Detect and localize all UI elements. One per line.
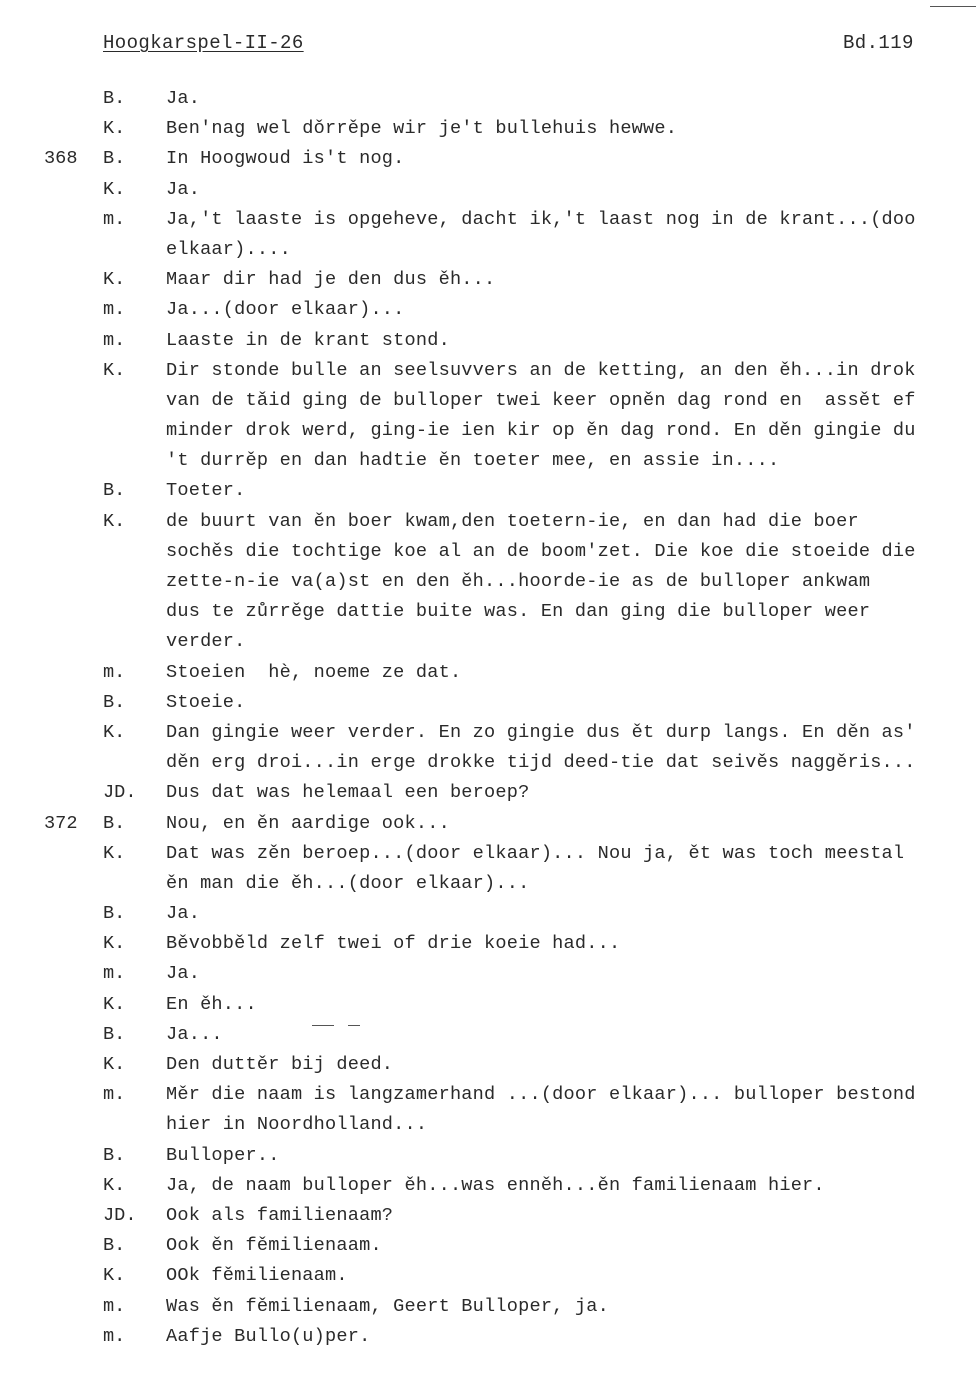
transcript-line xyxy=(0,658,979,688)
speaker-label: K. xyxy=(103,993,126,1015)
transcript-line xyxy=(0,446,979,476)
speaker-label: K. xyxy=(103,842,126,864)
transcript-line xyxy=(0,386,979,416)
speaker-label: B. xyxy=(103,1023,126,1045)
utterance-text: Den duttěr bij deed. xyxy=(166,1054,394,1075)
speaker-label: K. xyxy=(103,721,126,743)
transcript-line xyxy=(0,476,979,506)
utterance-text: Dus dat was helemaal een beroep? xyxy=(166,782,530,804)
speaker-label: m. xyxy=(103,1295,126,1317)
speaker-label: B. xyxy=(103,812,126,834)
transcript-line xyxy=(0,1201,979,1231)
page-number: Bd.119 xyxy=(843,32,914,54)
speaker-label: B. xyxy=(103,1235,126,1257)
utterance-text: Stoeien hè, noeme ze dat. xyxy=(166,661,462,683)
speaker-label: K. xyxy=(103,178,126,200)
transcript-line xyxy=(0,1110,979,1140)
utterance-text: sochěs die tochtige koe al an de boom'zet. Die koe die stoeide die xyxy=(166,540,916,562)
utterance-text: Ja... xyxy=(166,1023,223,1045)
transcript-line xyxy=(0,627,979,657)
transcript-line xyxy=(0,356,979,386)
transcript-line xyxy=(0,1141,979,1171)
speaker-label: B. xyxy=(103,691,126,713)
speaker-label: JD. xyxy=(103,1204,137,1226)
utterance-text: hier in Noordholland... xyxy=(166,1114,428,1136)
utterance-text: Nou, en ěn aardige ook... xyxy=(166,812,450,834)
transcript-line xyxy=(0,1231,979,1261)
utterance-text: Laaste in de krant stond. xyxy=(166,329,450,351)
transcript-line xyxy=(0,1322,979,1352)
utterance-text: dus te zůrrěge dattie buite was. En dan ging die bulloper weer xyxy=(166,601,871,623)
utterance-text: Ja. xyxy=(166,963,201,985)
transcript-line xyxy=(0,205,979,235)
speaker-label: K. xyxy=(103,1054,126,1075)
transcript-line xyxy=(0,326,979,356)
speaker-label: K. xyxy=(103,359,126,381)
line-number: 368 xyxy=(44,148,78,170)
transcript-line xyxy=(0,718,979,748)
utterance-text: minder drok werd, ging-ie ien kir op ěn dag rond. En děn gingie du xyxy=(166,420,916,442)
speaker-label: m. xyxy=(103,208,126,230)
speaker-label: K. xyxy=(103,269,126,291)
transcript-line xyxy=(0,688,979,718)
speaker-label: B. xyxy=(103,480,126,502)
utterance-text: děn erg droi...in erge drokke tijd deed-tie dat seivěs naggěris... xyxy=(166,752,916,774)
utterance-text: Ja. xyxy=(166,88,201,109)
transcript-line xyxy=(0,1171,979,1201)
utterance-text: Maar dir had je den dus ěh... xyxy=(166,269,496,291)
document-title: Hoogkarspel-II-26 xyxy=(103,32,304,54)
utterance-text: Ja, de naam bulloper ěh...was enněh...ěn familienaam hier. xyxy=(166,1174,825,1196)
speaker-label: K. xyxy=(103,510,126,532)
transcript-line xyxy=(0,265,979,295)
speaker-label: JD. xyxy=(103,782,137,804)
speaker-label: m. xyxy=(103,661,126,683)
transcript-line xyxy=(0,839,979,869)
utterance-text: 't durrěp en dan hadtie ěn toeter mee, en assie in.... xyxy=(166,450,780,472)
scan-mark xyxy=(348,1025,360,1026)
utterance-text: OOk fěmilienaam. xyxy=(166,1265,348,1287)
transcript-line xyxy=(0,295,979,325)
transcript-line xyxy=(0,990,979,1020)
utterance-text: Aafje Bullo(u)per. xyxy=(166,1325,371,1347)
speaker-label: K. xyxy=(103,933,126,955)
speaker-label: B. xyxy=(103,148,126,170)
utterance-text: Ook als familienaam? xyxy=(166,1204,394,1226)
utterance-text: Ja. xyxy=(166,178,201,200)
speaker-label: B. xyxy=(103,88,126,109)
utterance-text: verder. xyxy=(166,631,246,653)
transcript-line xyxy=(0,929,979,959)
transcript-line xyxy=(0,1292,979,1322)
transcript-line xyxy=(0,899,979,929)
transcript-line xyxy=(0,235,979,265)
utterance-text: elkaar).... xyxy=(166,238,291,260)
speaker-label: K. xyxy=(103,1265,126,1287)
utterance-text: Toeter. xyxy=(166,480,246,502)
transcript-line xyxy=(0,869,979,899)
utterance-text: Stoeie. xyxy=(166,691,246,713)
line-number: 372 xyxy=(44,812,78,834)
speaker-label: B. xyxy=(103,1144,126,1166)
transcript-line xyxy=(0,175,979,205)
utterance-text: Was ěn fěmilienaam, Geert Bulloper, ja. xyxy=(166,1295,609,1317)
transcript-line xyxy=(0,597,979,627)
transcript-line xyxy=(0,1080,979,1110)
transcript-line xyxy=(0,84,979,114)
transcript-line xyxy=(0,537,979,567)
speaker-label: K. xyxy=(103,1174,126,1196)
transcript-line xyxy=(0,1050,979,1080)
transcript-line xyxy=(0,567,979,597)
utterance-text: En ěh... xyxy=(166,993,257,1015)
speaker-label: m. xyxy=(103,329,126,351)
utterance-text: Dat was zěn beroep...(door elkaar)... Nou ja, ět was toch meestal xyxy=(166,842,905,864)
utterance-text: van de tǎid ging de bulloper twei keer opněn dag rond en assět ef xyxy=(166,389,916,411)
utterance-text: Dir stonde bulle an seelsuvvers an de ketting, an den ěh...in drok xyxy=(166,359,916,381)
utterance-text: Ja...(door elkaar)... xyxy=(166,299,405,321)
transcript-line xyxy=(0,959,979,989)
transcript-line xyxy=(0,748,979,778)
transcript-line xyxy=(0,778,979,808)
utterance-text: Bulloper.. xyxy=(166,1144,280,1166)
transcript-line xyxy=(0,144,979,174)
utterance-text: Běvobběld zelf twei of drie koeie had... xyxy=(166,933,621,955)
transcript-line xyxy=(0,1020,979,1050)
transcript-line xyxy=(0,1261,979,1291)
utterance-text: Ben'nag wel dǒrrěpe wir je't bullehuis hewwe. xyxy=(166,118,678,140)
transcript-line xyxy=(0,507,979,537)
transcript-line xyxy=(0,809,979,839)
utterance-text: ěn man die ěh...(door elkaar)... xyxy=(166,872,530,894)
utterance-text: Ook ěn fěmilienaam. xyxy=(166,1235,382,1257)
speaker-label: m. xyxy=(103,963,126,985)
utterance-text: Ja,'t laaste is opgeheve, dacht ik,'t laast nog in de krant...(doo xyxy=(166,208,916,230)
utterance-text: zette-n-ie va(a)st en den ěh...hoorde-ie as de bulloper ankwam xyxy=(166,571,871,592)
utterance-text: In Hoogwoud is't nog. xyxy=(166,148,405,170)
transcript-line xyxy=(0,114,979,144)
utterance-text: Ja. xyxy=(166,903,201,925)
utterance-text: de buurt van ěn boer kwam,den toetern-ie, en dan had die boer xyxy=(166,510,859,532)
transcript-body xyxy=(0,84,979,1352)
speaker-label: m. xyxy=(103,1084,126,1106)
transcript-line xyxy=(0,416,979,446)
utterance-text: Dan gingie weer verder. En zo gingie dus ět durp langs. En děn as' xyxy=(166,721,916,743)
scan-mark xyxy=(312,1025,334,1026)
utterance-text: Měr die naam is langzamerhand ...(door elkaar)... bulloper bestond xyxy=(166,1084,916,1106)
speaker-label: m. xyxy=(103,299,126,321)
speaker-label: K. xyxy=(103,118,126,140)
scan-mark xyxy=(930,6,976,7)
speaker-label: m. xyxy=(103,1325,126,1347)
speaker-label: B. xyxy=(103,903,126,925)
